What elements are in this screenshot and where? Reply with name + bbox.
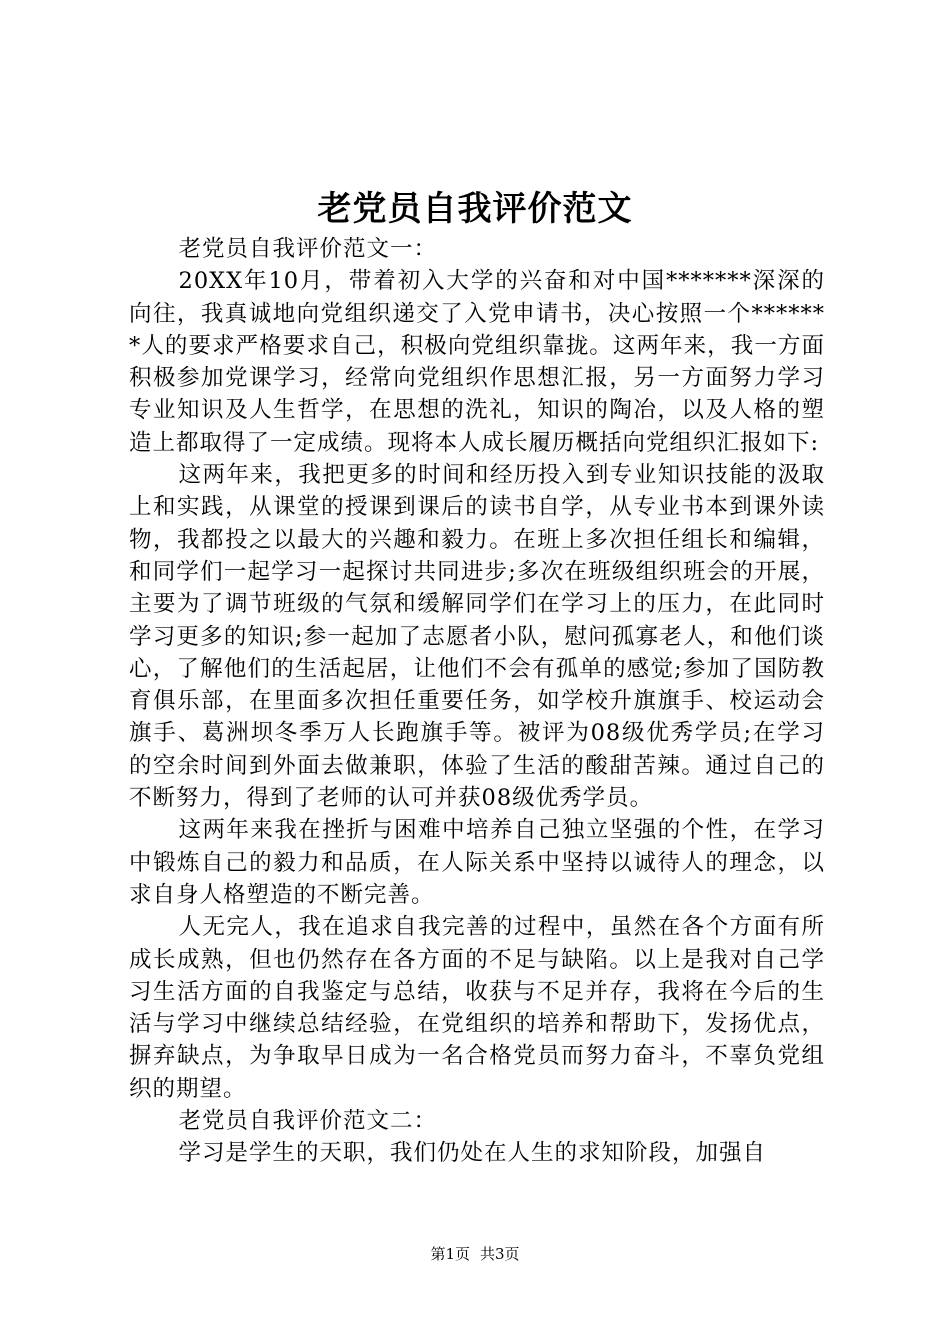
section-heading-1: 老党员自我评价范文一： xyxy=(178,236,438,262)
paragraph: 20XX年10月，带着初入大学的兴奋和对中国*******深深的向往，我真诚地向党组织递交了入党申请书，决心按照一个*******人的要求严格要求自己，积极向党组织靠拢。这两年来，我一方面积极参加党课学习，经常向党组织作思想汇报，另一方面努力学习专业知识及人生哲学，在思想的洗礼，知识的陶冶，以及人格的塑造上都取得了一定成绩。现将本人成长履历概括向党组织汇报如下: xyxy=(129,268,825,456)
page-total: 共3页 xyxy=(480,1245,520,1263)
paragraph: 这两年来，我把更多的时间和经历投入到专业知识技能的汲取上和实践，从课堂的授课到课后的读书自学，从专业书本到课外读物，我都投之以最大的兴趣和毅力。在班上多次担任组长和编辑，和同学们一起学习一起探讨共同进步;多次在班级组织班会的开展，主要为了调节班级的气氛和缓解同学们在学习上的压力，在此同时学习更多的知识;参一起加了志愿者小队，慰问孤寡老人，和他们谈心，了解他们的生活起居，让他们不会有孤单的感觉;参加了国防教育俱乐部，在里面多次担任重要任务，如学校升旗旗手、校运动会旗手、葛洲坝冬季万人长跑旗手等。被评为08级优秀学员;在学习的空余时间到外面去做兼职，体验了生活的酸甜苦辣。通过自己的不断努力，得到了老师的认可并获08级优秀学员。 xyxy=(129,462,825,812)
paragraph: 人无完人，我在追求自我完善的过程中，虽然在各个方面有所成长成熟，但也仍然存在各方面的不足与缺陷。以上是我对自己学习生活方面的自我鉴定与总结，收获与不足并存，我将在今后的生活与学习中继续总结经验，在党组织的培养和帮助下，发扬优点，摒弃缺点，为争取早日成为一名合格党员而努力奋斗，不辜负党组织的期望。 xyxy=(129,914,825,1102)
paragraph: 这两年来我在挫折与困难中培养自己独立坚强的个性，在学习中锻炼自己的毅力和品质，在人际关系中坚持以诚待人的理念，以求自身人格塑造的不断完善。 xyxy=(129,817,825,908)
document-body xyxy=(129,233,825,1170)
page-number: 第1页 xyxy=(430,1245,470,1263)
document-title: 老党员自我评价范文 xyxy=(317,189,633,229)
page-footer xyxy=(0,1244,950,1264)
section-heading-2: 老党员自我评价范文二： xyxy=(178,1108,438,1135)
paragraph: 学习是学生的天职，我们仍处在人生的求知阶段，加强自 xyxy=(178,1140,767,1167)
